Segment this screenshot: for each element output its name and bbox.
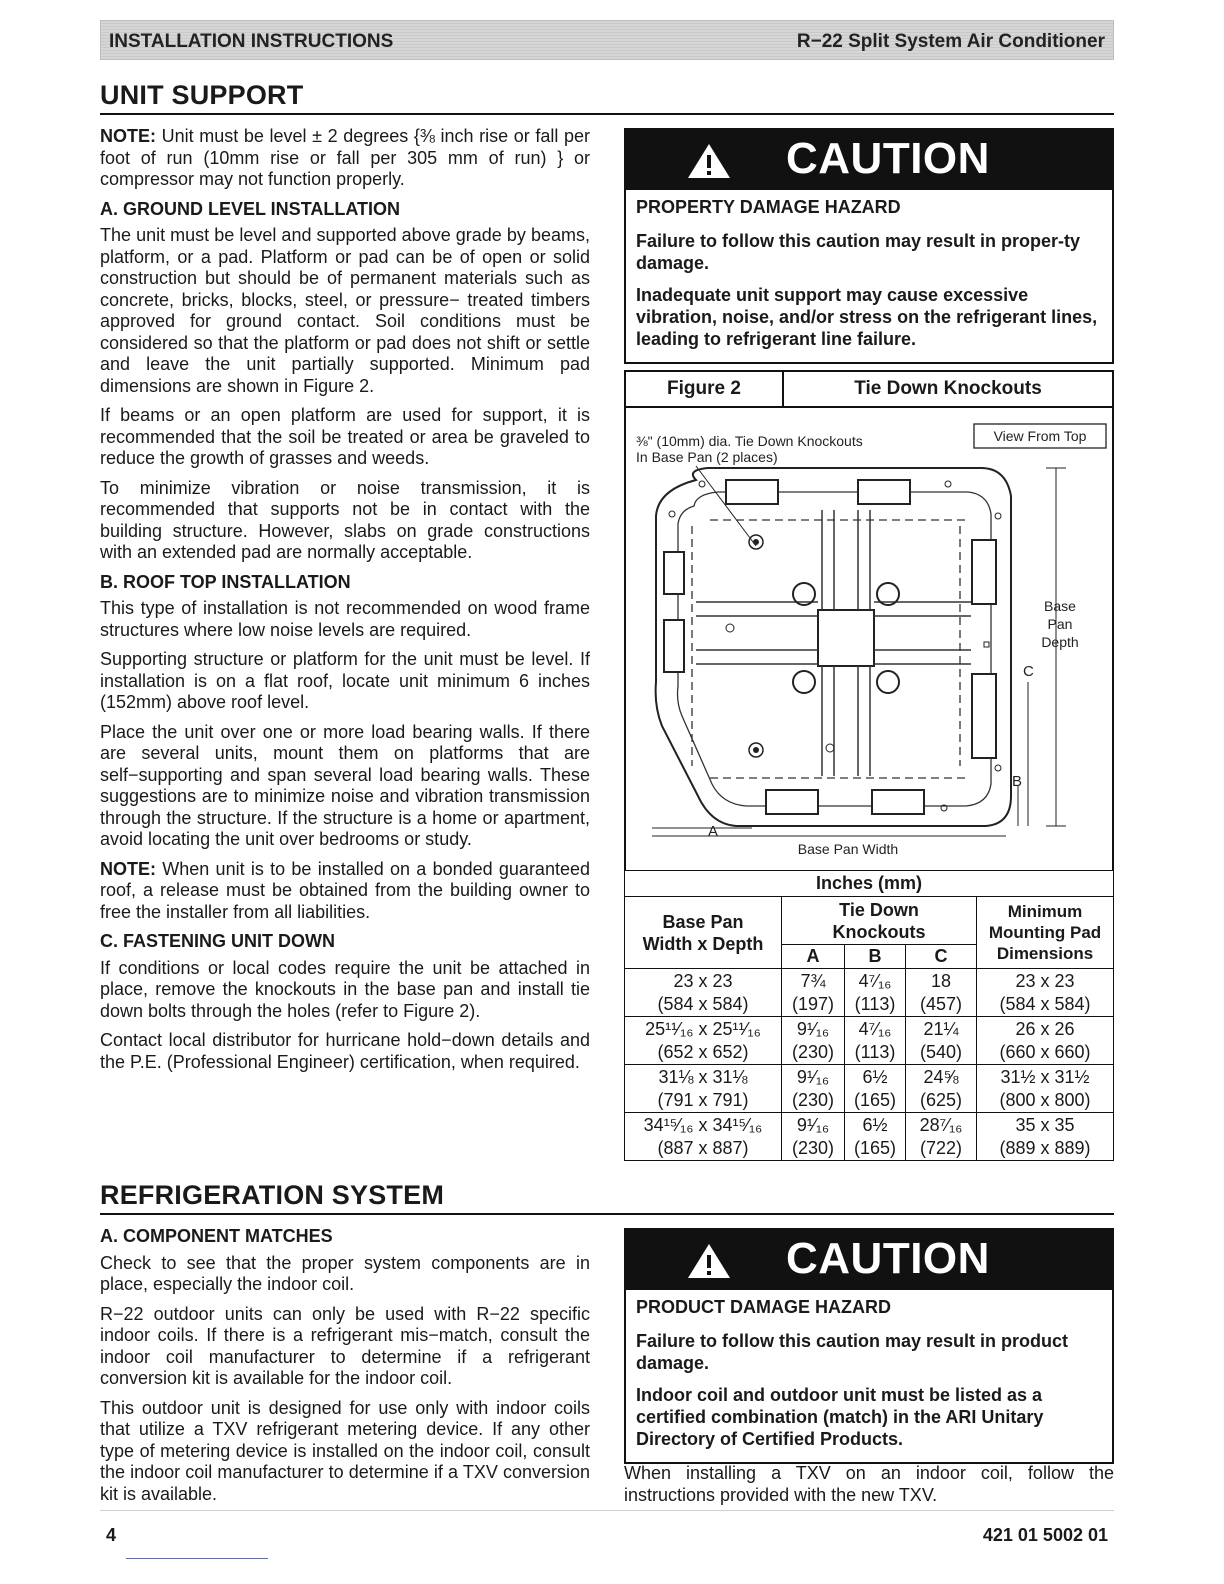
- cell-b: [845, 969, 906, 1017]
- cell-base-value: 31⅛ x 31⅛: [658, 1066, 748, 1087]
- ground-level-heading: A. GROUND LEVEL INSTALLATION: [100, 198, 400, 219]
- cell-a: [782, 1113, 845, 1161]
- cell-c: [906, 969, 977, 1017]
- vertical-rib-right: [858, 510, 870, 776]
- width-label: Base Pan Width: [797, 841, 899, 857]
- view-from-top-label: View From Top: [993, 428, 1087, 444]
- depth-label-2: Pan: [1047, 616, 1073, 632]
- roof-top-p3: Place the unit over one or more load bearing walls. If there are several units, mount them on platforms that are self−supporting and span several load bearing walls. These suggestions are to minimize noise and vibration transmission through the structure. If the structure is a home or apartment, avoid locating the unit over bedrooms or study.: [100, 721, 590, 849]
- cell-b: [845, 1065, 906, 1113]
- units-header: Inches (mm): [625, 871, 1114, 897]
- cell-pad-value: 35 x 35: [1015, 1114, 1075, 1135]
- cell-b: [845, 1113, 906, 1161]
- cell-b-mm: (113): [854, 1041, 896, 1062]
- caution-hazard: PROPERTY DAMAGE HAZARD: [636, 197, 901, 217]
- caution-p1: Failure to follow this caution may result in proper-ty damage.: [636, 231, 1081, 273]
- roof-top-heading: B. ROOF TOP INSTALLATION: [100, 571, 351, 592]
- refrigeration-column: [100, 1226, 590, 1513]
- base-pan-diagram: [626, 406, 1112, 870]
- figure-box: [624, 406, 1114, 870]
- caution-box-property: [624, 128, 1114, 364]
- table-row: [625, 969, 1114, 1017]
- note-paragraph: [100, 126, 590, 191]
- table-row: [625, 1113, 1114, 1161]
- roof-top-p1: This type of installation is not recommended on wood frame structures where low noise levels are required.: [100, 598, 590, 640]
- min-pad-header-1: Minimum: [1007, 902, 1083, 921]
- header-bar: [100, 20, 1114, 60]
- center-pad: [818, 610, 874, 666]
- cell-b-value: 6½: [862, 1066, 888, 1087]
- slot-right-bottom: [972, 674, 996, 758]
- warning-triangle-icon: [686, 1242, 732, 1280]
- footer-link-underline: [126, 1558, 268, 1559]
- cell-c-value: 18: [930, 970, 952, 991]
- depth-label-1: Base: [1044, 598, 1076, 614]
- caution-p2: Inadequate unit support may cause excessive vibration, noise, and/or stress on the refrigerant lines, leading to refrigerant line failure.: [636, 285, 1098, 349]
- table-row: [625, 1065, 1114, 1113]
- min-pad-header-3: Dimensions: [996, 944, 1094, 963]
- cell-b-mm: (113): [854, 993, 896, 1014]
- mount-boss-sw: [793, 671, 815, 693]
- caution-body: [626, 1290, 1112, 1462]
- dimensions-rows: [625, 969, 1114, 1161]
- hole: [945, 481, 951, 487]
- ground-level-p1: The unit must be level and supported above grade by beams, platform, or a pad. Platform or pad can be of open or solid construction but should be of permanent materials such as concrete, bricks, blocks, steel, or pressure− treated timbers approved for ground contact. Soil conditions must be considered so that the platform or pad does not shift or settle and leave the unit partially supported. Minimum pad dimensions are shown in Figure 2.: [100, 225, 590, 396]
- tie-down-header-1: Tie Down: [839, 899, 919, 920]
- col-c-header: C: [906, 945, 977, 969]
- header-left: INSTALLATION INSTRUCTIONS: [109, 31, 394, 52]
- cell-a: [782, 1017, 845, 1065]
- cell-pad: [977, 1113, 1114, 1161]
- caution-p2: Indoor coil and outdoor unit must be listed as a certified combination (match) in the ARI Unitary Directory of Certified Products.: [636, 1385, 1044, 1449]
- document-number: 421 01 5002 01: [982, 1525, 1108, 1545]
- cell-c-value: 24⅝: [923, 1066, 959, 1087]
- slot-left-bottom: [664, 620, 684, 672]
- tie-down-header-2: Knockouts: [832, 921, 926, 942]
- caution-hazard: PRODUCT DAMAGE HAZARD: [636, 1297, 891, 1317]
- dashed-guides-vertical: [692, 526, 960, 766]
- refrigeration-p3: This outdoor unit is designed for use only with indoor coils that utilize a TXV refrigerant metering device. If any other type of metering device is installed on the indoor coil, consult the indoor coil manufacturer to determine if a TXV conversion kit is available.: [100, 1397, 590, 1504]
- ground-level-p2: If beams or an open platform are used for support, it is recommended that the soil be treated or area be graveled to reduce the growth of grasses and weeds.: [100, 405, 590, 468]
- slot-left-top: [664, 552, 684, 594]
- mount-boss-se: [877, 671, 899, 693]
- note-label: NOTE:: [100, 126, 156, 146]
- page-number: 4: [106, 1525, 117, 1545]
- fastening-p2: Contact local distributor for hurricane hold−down details and the P.E. (Professional Engineer) certification, when required.: [100, 1030, 590, 1072]
- roof-note-paragraph: [100, 859, 590, 924]
- cell-a-mm: (230): [791, 1137, 835, 1158]
- label-a: A: [708, 823, 719, 840]
- figure-label: Figure 2: [626, 372, 784, 406]
- caution-box-product: [624, 1228, 1114, 1464]
- cell-a: [782, 969, 845, 1017]
- col-b-header: B: [845, 945, 906, 969]
- refrigeration-p2: R−22 outdoor units can only be used with R−22 specific indoor coils. If there is a refrigerant mis−match, consult the indoor coil manufacturer to determine if a refrigerant conversion kit is available for the indoor coil.: [100, 1303, 590, 1388]
- dashed-guides-horizontal: [710, 520, 966, 778]
- figure-header: [624, 370, 1114, 408]
- fastening-p1: If conditions or local codes require the unit be attached in place, remove the knockouts in the base pan and install tie down bolts through the holes (refer to Figure 2).: [100, 957, 590, 1021]
- slot-right-top: [972, 540, 996, 604]
- cell-a: [782, 1065, 845, 1113]
- slot-top-right: [858, 480, 910, 504]
- col-a-header: A: [782, 945, 845, 969]
- hole: [699, 481, 705, 487]
- cell-a-value: 9¹⁄₁₆: [796, 1066, 830, 1087]
- cell-base: [625, 1017, 782, 1065]
- caution-banner: [626, 130, 1112, 190]
- header-right: R−22 Split System Air Conditioner: [796, 31, 1105, 52]
- warning-triangle-icon: [686, 142, 732, 180]
- hole: [826, 744, 834, 752]
- txv-note: When installing a TXV on an indoor coil, follow the instructions provided with the new TXV.: [624, 1463, 1114, 1505]
- ground-level-p3: To minimize vibration or noise transmission, it is recommended that supports not be in contact with the building structure. However, slabs on grade constructions with an extended pad are normally acceptable.: [100, 477, 590, 562]
- cell-pad: [977, 1017, 1114, 1065]
- caution-body: [626, 190, 1112, 362]
- base-pan-header: [625, 897, 782, 969]
- hole: [995, 765, 1001, 771]
- cell-b-value: 4⁷⁄₁₆: [858, 970, 892, 991]
- cell-pad: [977, 969, 1114, 1017]
- hole: [984, 642, 989, 647]
- slot-top-left: [726, 480, 778, 504]
- cell-base-value: 23 x 23: [673, 970, 733, 991]
- refrigeration-p1: Check to see that the proper system components are in place, especially the indoor coil.: [100, 1252, 590, 1294]
- cell-pad-mm: (889 x 889): [999, 1137, 1091, 1158]
- cell-base-mm: (584 x 584): [657, 993, 749, 1014]
- dimensions-table: [624, 870, 1114, 1161]
- callout-leader: [696, 466, 756, 546]
- roof-note-label: NOTE:: [100, 858, 156, 879]
- note-text: Unit must be level ± 2 degrees {⅜ inch rise or fall per foot of run (10mm rise or fall per 305 mm of run) } or compressor may not function properly.: [100, 126, 590, 189]
- roof-note-text: When unit is to be installed on a bonded guaranteed roof, a release must be obtained from the building owner to free the installer from all liabilities.: [100, 858, 590, 922]
- cell-c: [906, 1113, 977, 1161]
- min-pad-header: [977, 897, 1114, 969]
- cell-pad-value: 23 x 23: [1015, 970, 1075, 991]
- cell-a-value: 9¹⁄₁₆: [796, 1018, 830, 1039]
- cell-b: [845, 1017, 906, 1065]
- caution-word: CAUTION: [786, 134, 990, 183]
- hole: [995, 513, 1001, 519]
- cell-a-value: 7¾: [800, 970, 826, 991]
- slot-bottom-right: [872, 790, 924, 814]
- cell-base-mm: (887 x 887): [657, 1137, 749, 1158]
- figure-title: Tie Down Knockouts: [854, 378, 1042, 399]
- cell-base-value: 25¹¹⁄₁₆ x 25¹¹⁄₁₆: [645, 1018, 761, 1039]
- cell-pad-mm: (660 x 660): [999, 1041, 1091, 1062]
- cell-c: [906, 1017, 977, 1065]
- caution-banner: [626, 1230, 1112, 1290]
- cell-c-mm: (625): [919, 1089, 963, 1110]
- unit-support-column: [100, 126, 590, 1081]
- cell-base: [625, 969, 782, 1017]
- knockout-lower-center: [753, 747, 759, 753]
- roof-top-p2: Supporting structure or platform for the unit must be level. If installation is on a flat roof, locate unit minimum 6 inches (152mm) above roof level.: [100, 649, 590, 712]
- unit-support-title: UNIT SUPPORT: [100, 80, 1114, 115]
- label-b: B: [1012, 773, 1023, 790]
- min-pad-header-2: Mounting Pad: [988, 923, 1102, 942]
- cell-pad-value: 31½ x 31½: [1000, 1066, 1090, 1087]
- refrigeration-title: REFRIGERATION SYSTEM: [100, 1180, 1114, 1215]
- caution-word: CAUTION: [786, 1234, 990, 1283]
- caution-p1: Failure to follow this caution may result in product damage.: [636, 1331, 1069, 1373]
- slot-bottom-left: [766, 790, 818, 814]
- cell-pad: [977, 1065, 1114, 1113]
- cell-a-mm: (230): [791, 1041, 835, 1062]
- hole: [669, 511, 675, 517]
- cell-c: [906, 1065, 977, 1113]
- footer-rule: [100, 1510, 1114, 1511]
- cell-base-value: 34¹⁵⁄₁₆ x 34¹⁵⁄₁₆: [643, 1114, 763, 1135]
- component-matches-heading: A. COMPONENT MATCHES: [100, 1226, 333, 1246]
- cell-base-mm: (652 x 652): [657, 1041, 749, 1062]
- cell-c-value: 21¼: [923, 1018, 959, 1039]
- hole: [726, 624, 734, 632]
- cell-b-value: 4⁷⁄₁₆: [858, 1018, 892, 1039]
- cell-pad-mm: (584 x 584): [999, 993, 1091, 1014]
- cell-b-mm: (165): [853, 1089, 897, 1110]
- knockout-upper-center: [753, 539, 759, 545]
- cell-base: [625, 1065, 782, 1113]
- tie-down-header: [782, 897, 977, 945]
- cell-b-value: 6½: [862, 1114, 888, 1135]
- base-pan-header-1: Base Pan: [662, 911, 744, 932]
- fastening-heading: C. FASTENING UNIT DOWN: [100, 931, 335, 951]
- cell-c-mm: (540): [919, 1041, 963, 1062]
- cell-a-mm: (230): [791, 1089, 835, 1110]
- callout-text-1: ⅜" (10mm) dia. Tie Down Knockouts: [636, 433, 863, 449]
- cell-c-mm: (722): [919, 1137, 963, 1158]
- cell-base: [625, 1113, 782, 1161]
- base-pan-header-2: Width x Depth: [642, 933, 764, 954]
- cell-pad-value: 26 x 26: [1015, 1018, 1075, 1039]
- callout-text-2: In Base Pan (2 places): [636, 449, 778, 465]
- cell-b-mm: (165): [853, 1137, 897, 1158]
- cell-c-mm: (457): [919, 993, 963, 1014]
- depth-label-3: Depth: [1041, 634, 1079, 650]
- vertical-rib-left: [822, 510, 834, 776]
- horizontal-rib-lower: [696, 650, 971, 664]
- cell-a-value: 9¹⁄₁₆: [796, 1114, 830, 1135]
- cell-base-mm: (791 x 791): [657, 1089, 749, 1110]
- label-c: C: [1023, 663, 1034, 680]
- cell-c-value: 28⁷⁄₁₆: [919, 1114, 963, 1135]
- cell-pad-mm: (800 x 800): [999, 1089, 1091, 1110]
- cell-a-mm: (197): [791, 993, 835, 1014]
- table-row: [625, 1017, 1114, 1065]
